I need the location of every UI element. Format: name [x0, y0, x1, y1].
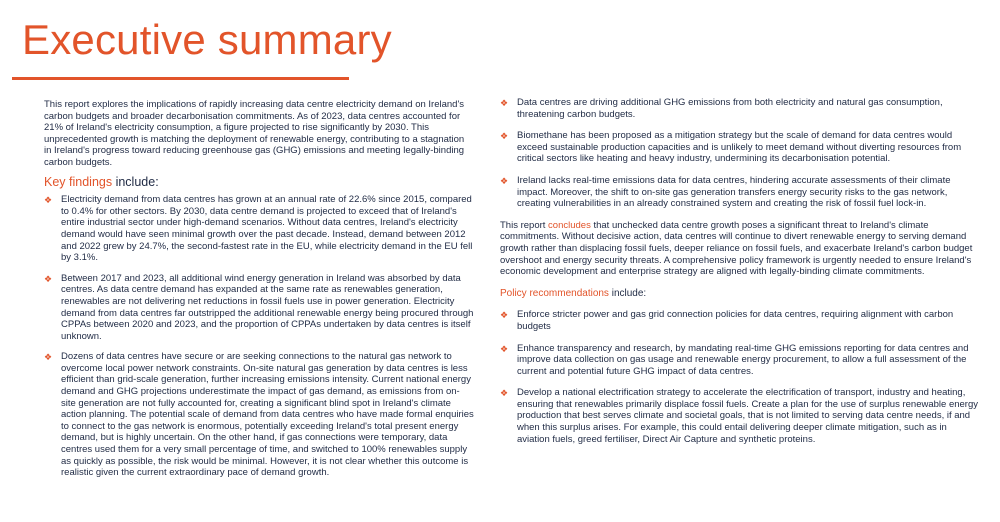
findings-continued-list: [500, 97, 978, 210]
key-findings-suffix: include:: [112, 174, 159, 189]
list-item-text: Dozens of data centres have secure or are seeking connections to the natural gas network to overcome local power network constraints. On-site natural gas generation by data centres is less efficient than grid-scale generation, further increasing emissions intensity. Current national energy demand and GHG projections underestimate the impact of gas demand, as emissions from on-site generation are not fully accounted for, creating a significant blind spot in Ireland's climate action planning. The potential scale of demand from data centres who have made formal enquiries to connect to the gas network is enormous, potentially exceeding Ireland's total present energy demand, but is highly uncertain. On the other hand, if gas connections were temporary, data centres used them for a very small percentage of time, and switched to 100% renewables supply as quickly as possible, the risk would be minimal. However, it is not clear whether this outcome is realistic given the current extraordinary pace of demand growth.: [61, 351, 474, 479]
conclusion-text: that unchecked data centre growth poses a significant threat to Ireland's climate commitments. Without decisive action, data centres will continue to divert renewable energy to serving demand growth rather than displacing fossil fuels, deeper reliance on fossil fuels, and exacerbate Ireland's carbon budget overshoot and energy security threats. A comprehensive policy framework is urgently needed to ensure Ireland's economic development and enterprise strategy are aligned with legally-binding climate commitments.: [500, 219, 973, 278]
diamond-bullet-icon: ❖: [44, 352, 53, 363]
list-item: [500, 130, 978, 165]
list-item: [44, 194, 474, 264]
right-column: [500, 97, 978, 455]
key-findings-list: [44, 194, 474, 479]
list-item-text: Data centres are driving additional GHG emissions from both electricity and natural gas consumption, threatening carbon budgets.: [517, 97, 943, 120]
policy-label: Policy recommendations: [500, 287, 609, 299]
key-findings-heading: [44, 174, 474, 189]
intro-paragraph: This report explores the implications of rapidly increasing data centre electricity demand on Ireland's carbon budgets and broader decarbonisation commitments. As of 2023, data centres accounted for 21% of Ireland's electricity consumption, a figure projected to rise significantly by 2030. This unprecedented growth is matching the deployment of renewable energy, contributing to a stagnation in Ireland's progress toward reducing greenhouse gas (GHG) emissions and meeting legally-binding carbon budgets.: [44, 99, 465, 168]
conclusion-label: concludes: [548, 219, 591, 231]
diamond-bullet-icon: ❖: [44, 195, 53, 206]
diamond-bullet-icon: ❖: [44, 273, 53, 284]
list-item-text: Develop a national electrification strategy to accelerate the electrification of transport, industry and heating, ensuring that renewables primarily displace fossil fuels. Create a plan for the use of surplus renewable energy production that best serves climate and societal goals, that is not limited to serving data centre needs, if and when this surplus arises. For example, this could entail delivering deeper climate mitigation, such as in aviation fuels, greed fertiliser, Direct Air Capture and synthetic proteins.: [517, 387, 978, 445]
list-item-text: Electricity demand from data centres has grown at an annual rate of 22.6% since 2015, compared to 0.4% for other sectors. By 2030, data centre demand is projected to exceed that of Ireland's entire industrial sector under high-demand scenarios. Without data centres, Ireland's electricity demand would have seen minimal growth over the past decade. Instead, demand between 2012 and 2022 grew by 24.7%, the second-fastest rate in the EU, while electricity demand in the EU fell by 3.1%.: [61, 194, 473, 264]
list-item: [500, 97, 978, 120]
list-item: [44, 351, 474, 479]
list-item-text: Enhance transparency and research, by mandating real-time GHG emissions reporting for data centres and improve data collection on gas usage and renewable energy procurement, to allow a full assessment of the current and potential future GHG impact of data centres.: [517, 342, 969, 377]
list-item-text: Between 2017 and 2023, all additional wind energy generation in Ireland was absorbed by data centres. As data centre demand has expanded at the same rate as renewables generation, renewables are not delivering net reductions in fossil fuels use in power generation. Electricity demand from data centres far outstripped the additional renewable energy being procured through CPPAs between 2020 and 2023, and the proportion of CPPAs undertaken by data centres is itself unknown.: [61, 272, 474, 342]
diamond-bullet-icon: ❖: [500, 310, 509, 321]
left-column: [44, 99, 474, 488]
title-underline: [12, 77, 349, 80]
policy-suffix: include:: [608, 287, 647, 299]
list-item: [500, 343, 978, 378]
list-item-text: Biomethane has been proposed as a mitigation strategy but the scale of demand for data centres would exceed sustainable production capacities and is unlikely to meet demand without diverting resources from critical sectors like heating and heavy industry, undermining its decarbonisation potential.: [517, 130, 962, 165]
diamond-bullet-icon: ❖: [500, 131, 509, 142]
list-item: [44, 273, 474, 343]
policy-list: [500, 309, 978, 445]
list-item-text: Ireland lacks real-time emissions data for data centres, hindering accurate assessments of their climate impact. Moreover, the shift to on-site gas generation transfers energy security risks to the gas network, creating vulnerabilities in an already constrained system and creating the risk of fossil fuel lock-in.: [517, 174, 951, 210]
diamond-bullet-icon: ❖: [500, 98, 509, 108]
list-item: [500, 309, 978, 332]
conclusion-paragraph: [500, 220, 978, 278]
page-title: Executive summary: [22, 16, 392, 63]
diamond-bullet-icon: ❖: [500, 175, 509, 186]
diamond-bullet-icon: ❖: [500, 388, 509, 399]
key-findings-label: Key findings: [44, 174, 113, 189]
list-item-text: Enforce stricter power and gas grid connection policies for data centres, requiring alignment with carbon budgets: [517, 309, 954, 332]
diamond-bullet-icon: ❖: [500, 343, 509, 354]
policy-heading: [500, 288, 978, 300]
conclusion-prefix: This report: [500, 219, 549, 231]
list-item: [500, 387, 978, 445]
list-item: [500, 175, 978, 210]
